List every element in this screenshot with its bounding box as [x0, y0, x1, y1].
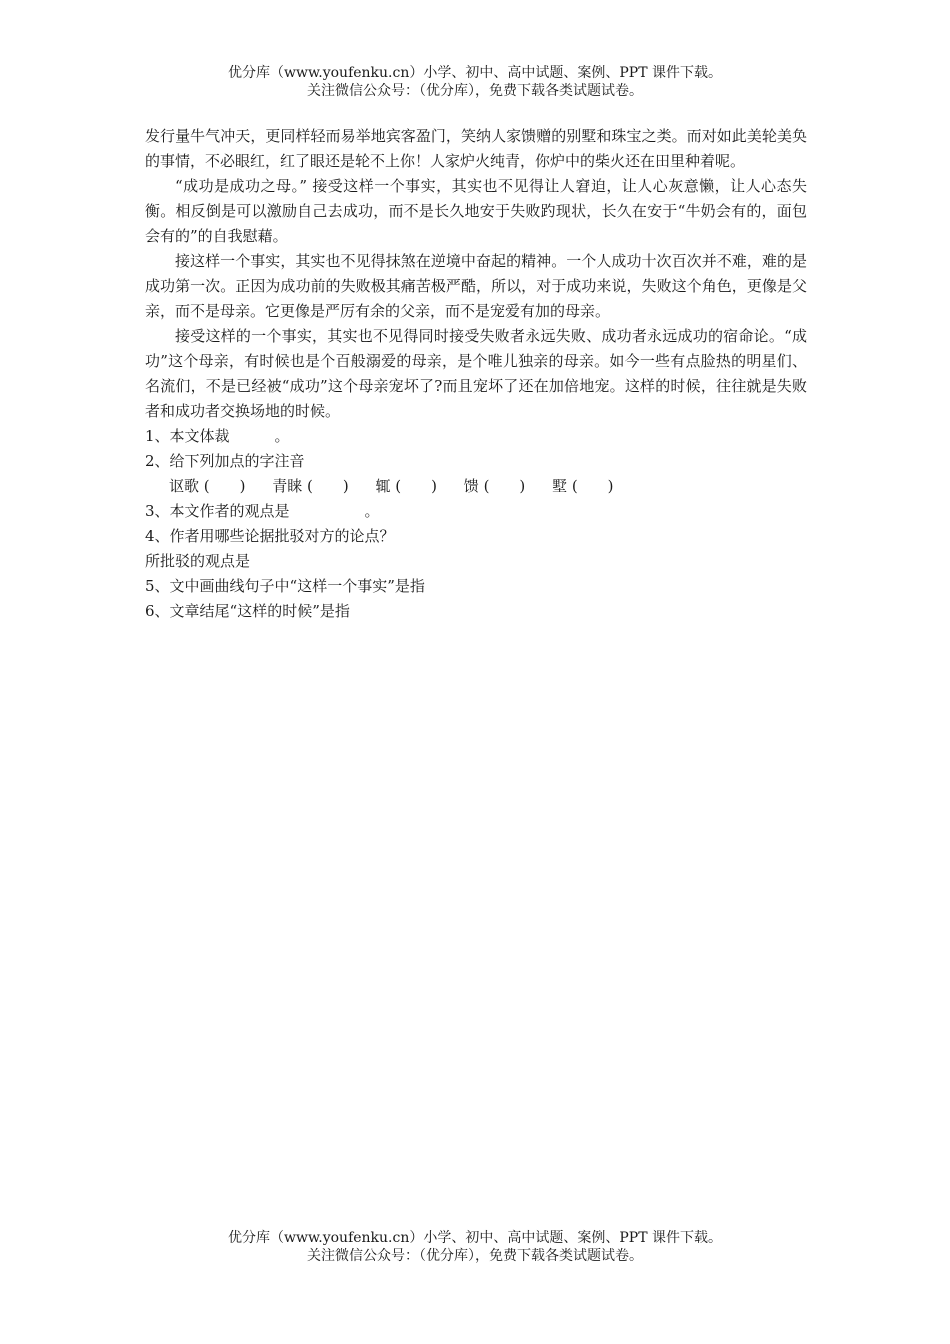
pinyin-item: 墅 ( ) — [552, 477, 614, 495]
question-6: 6、文章结尾“这样的时候”是指 — [145, 602, 350, 620]
footer-line-1: 优分库（www.youfenku.cn）小学、初中、高中试题、案例、PPT 课件下载。 — [227, 1230, 722, 1246]
pinyin-row — [145, 474, 807, 499]
document-body — [145, 124, 807, 624]
pinyin-item: 青睐 ( ) — [272, 477, 349, 495]
header-line-1: 优分库（www.youfenku.cn）小学、初中、高中试题、案例、PPT 课件下载。 — [227, 65, 722, 81]
paragraph-1: 发行量牛气冲天，更同样轻而易举地宾客盈门，笑纳人家馈赠的别墅和珠宝之类。而对如此美轮美奂的事情，不必眼红，红了眼还是轮不上你！人家炉火纯青，你炉中的柴火还在田里种着呢。 — [145, 127, 807, 170]
paragraph-3: 接这样一个事实，其实也不见得抹煞在逆境中奋起的精神。一个人成功十次百次并不难，难的是成功第一次。正因为成功前的失败极其痛苦极严酷，所以，对于成功来说，失败这个角色，更像是父亲，而不是母亲。它更像是严厉有余的父亲，而不是宠爱有加的母亲。 — [145, 252, 807, 320]
pinyin-item: 馈 ( ) — [463, 477, 526, 495]
page-header — [0, 64, 950, 100]
question-2: 2、给下列加点的字注音 — [145, 452, 305, 470]
page-footer — [0, 1229, 950, 1265]
paragraph-2: “成功是成功之母。” 接受这样一个事实，其实也不见得让人窘迫，让人心灰意懒，让人心态失衡。相反倒是可以激励自己去成功，而不是长久地安于失败趵现状，长久在安于“牛奶会有的，面包会有的”的自我慰藉。 — [145, 177, 807, 245]
question-4-sub: 所批驳的观点是 — [145, 552, 251, 570]
question-1: 1、本文体裁 。 — [145, 427, 290, 445]
paragraph-4: 接受这样的一个事实，其实也不见得同时接受失败者永远失败、成功者永远成功的宿命论。“成功”这个母亲，有时候也是个百般溺爱的母亲，是个唯儿独亲的母亲。如今一些有点脸热的明星们、名流们，不是已经被“成功”这个母亲宠坏了?而且宠坏了还在加倍地宠。这样的时候，往往就是失败者和成功者交换场地的时候。 — [145, 327, 807, 420]
pinyin-item: 辄 ( ) — [375, 477, 438, 495]
pinyin-item: 讴歌 ( ) — [169, 477, 246, 495]
question-4: 4、作者用哪些论据批驳对方的论点？ — [145, 527, 395, 545]
question-5: 5、文中画曲线句子中“这样一个事实”是指 — [145, 577, 425, 595]
header-line-2: 关注微信公众号：（优分库），免费下载各类试题试卷。 — [307, 83, 643, 99]
footer-line-2: 关注微信公众号：（优分库），免费下载各类试题试卷。 — [307, 1248, 643, 1264]
question-3: 3、本文作者的观点是 。 — [145, 502, 380, 520]
